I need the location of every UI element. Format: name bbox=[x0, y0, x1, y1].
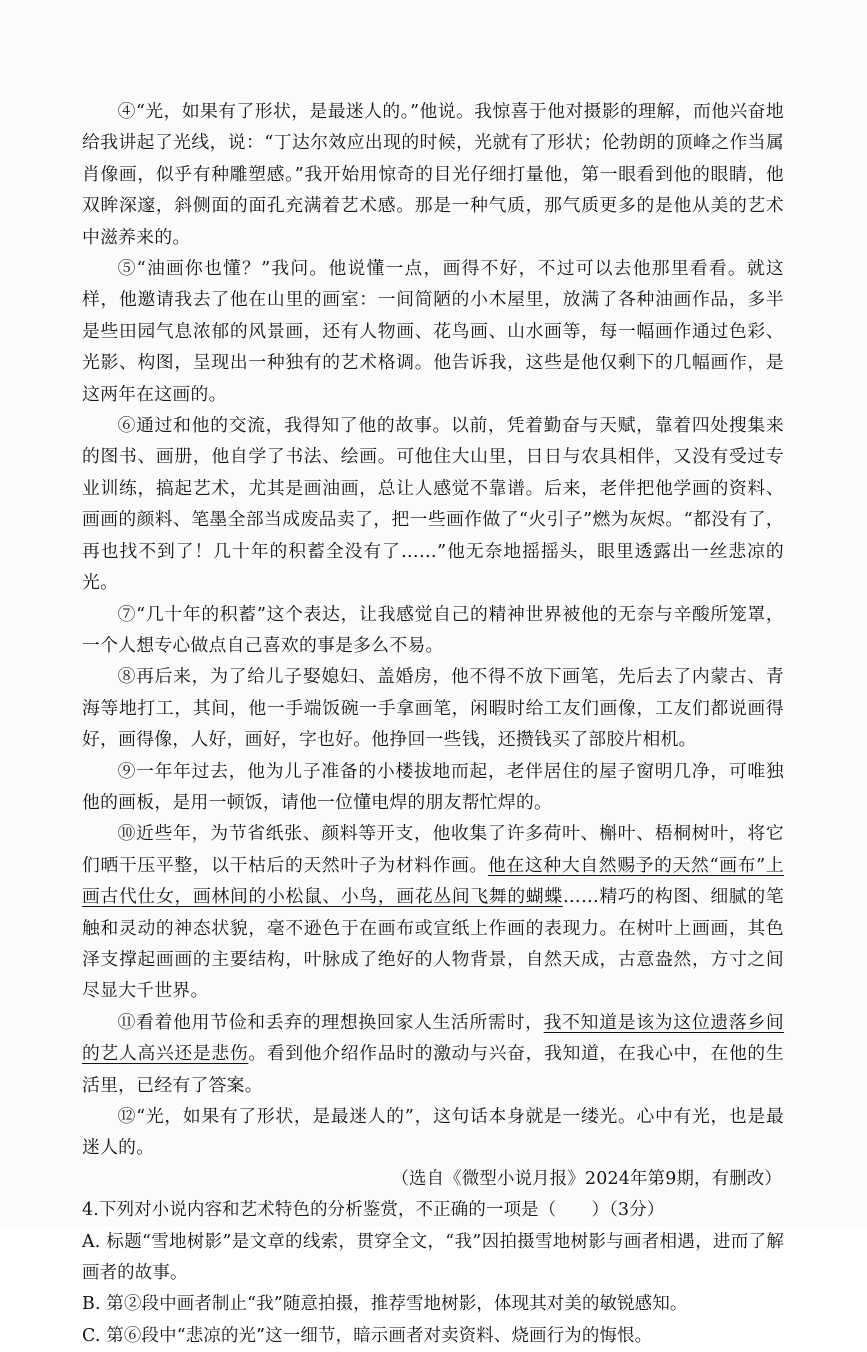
paragraph-5: ⑤“油画你也懂？”我问。他说懂一点，画得不好，不过可以去他那里看看。就这样，他邀请我去了他在山里的画室：一间简陋的小木屋里，放满了各种油画作品，多半是些田园气息浓郁的风景画，还有人物画、花鸟画、山水画等，每一幅画作通过色彩、光影、构图，呈现出一种独有的艺术格调。他告诉我，这些是他仅剩下的几幅画作，是这两年在这画的。 bbox=[82, 258, 784, 405]
paragraph-10-lead: ⑩近些年，为节省纸张、颜料等开支，他收集了许多荷叶、槲叶、梧桐树叶，将它们晒干压平整，以干枯后的天然叶子为材料作画。 bbox=[82, 823, 784, 876]
paragraph-11-lead: ⑪看着他用节俭和丢弃的理想换回家人生活所需时， bbox=[117, 1011, 544, 1033]
paragraph-11-tail: 。看到他介绍作品时的激动与兴奋，我知道，在我心中，在他的生活里，已经有了答案。 bbox=[82, 1043, 784, 1096]
option-c: C. 第⑥段中“悲凉的光”这一细节，暗示画者对卖资料、烧画行为的悔恨。 bbox=[82, 1325, 653, 1346]
paragraph-12: ⑫“光，如果有了形状，是最迷人的”，这句话本身就是一缕光。心中有光，也是最迷人的。 bbox=[82, 1106, 784, 1159]
paragraph-10-tail: ……精巧的构图、细腻的笔触和灵动的神态状貌，毫不逊色于在画布或宣纸上作画的表现力。在树叶上画画，其色泽支撑起画画的主要结构，叶脉成了绝好的人物背景，自然天成，古意盎然，方寸之间尽显大千世界。 bbox=[82, 886, 784, 1002]
paragraph-10 bbox=[82, 818, 784, 1006]
option-a: A. 标题“雪地树影”是文章的线索，贯穿全文，“我”因拍摄雪地树影与画者相遇，进而了解画者的故事。 bbox=[82, 1231, 784, 1284]
paragraph-9: ⑨一年年过去，他为儿子准备的小楼拔地而起，老伴居住的屋子窗明几净，可唯独他的画板，是用一顿饭，请他一位懂电焊的朋友帮忙焊的。 bbox=[82, 760, 784, 813]
option-b: B. 第②段中画者制止“我”随意拍摄，推荐雪地树影，体现其对美的敏锐感知。 bbox=[82, 1294, 688, 1315]
paragraph-11 bbox=[82, 1007, 784, 1101]
paragraph-4: ④“光，如果有了形状，是最迷人的。”他说。我惊喜于他对摄影的理解，而他兴奋地给我讲起了光线，说：“丁达尔效应出现的时候，光就有了形状；伦勃朗的顶峰之作当属肖像画，似乎有种雕塑感。”我开始用惊奇的目光仔细打量他，第一眼看到他的眼睛，他双眸深邃，斜侧面的面孔充满着艺术感。那是一种气质，那气质更多的是他从美的艺术中滋养来的。 bbox=[82, 101, 784, 248]
underlined-sentence-1: 他在这种大自然赐予的天然“画布”上画古代仕女，画林间的小松鼠、小鸟，画花丛间飞舞的蝴蝶 bbox=[82, 854, 784, 908]
question-4-stem: 4.下列对小说内容和艺术特色的分析鉴赏，不正确的一项是（ ）（3分） bbox=[82, 1200, 665, 1221]
paragraph-8: ⑧再后来，为了给儿子娶媳妇、盖婚房，他不得不放下画笔，先后去了内蒙古、青海等地打工，其间，他一手端饭碗一手拿画笔，闲暇时给工友们画像，工友们都说画得好，画得像，人好，画好，字也好。他挣回一些钱，还攒钱买了部胶片相机。 bbox=[82, 666, 784, 751]
article-body bbox=[82, 96, 784, 1352]
underlined-sentence-2: 我不知道是该为这位遗落乡间的艺人高兴还是悲伤 bbox=[82, 1011, 785, 1065]
source-citation: （选自《微型小说月报》2024年第9期，有删改） bbox=[391, 1168, 782, 1189]
paragraph-7: ⑦“几十年的积蓄”这个表达，让我感觉自己的精神世界被他的无奈与辛酸所笼罩，一个人想专心做点自己喜欢的事是多么不易。 bbox=[82, 603, 784, 656]
paragraph-6: ⑥通过和他的交流，我得知了他的故事。以前，凭着勤奋与天赋，靠着四处搜集来的图书、画册，他自学了书法、绘画。可他住大山里，日日与农具相伴，又没有受过专业训练，搞起艺术，尤其是画油画，总让人感觉不靠谱。后来，老伴把他学画的资料、画画的颜料、笔墨全部当成废品卖了，把一些画作做了“火引子”燃为灰烬。“都没有了，再也找不到了！几十年的积蓄全没有了……”他无奈地摇摇头，眼里透露出一丝悲凉的光。 bbox=[82, 415, 784, 594]
